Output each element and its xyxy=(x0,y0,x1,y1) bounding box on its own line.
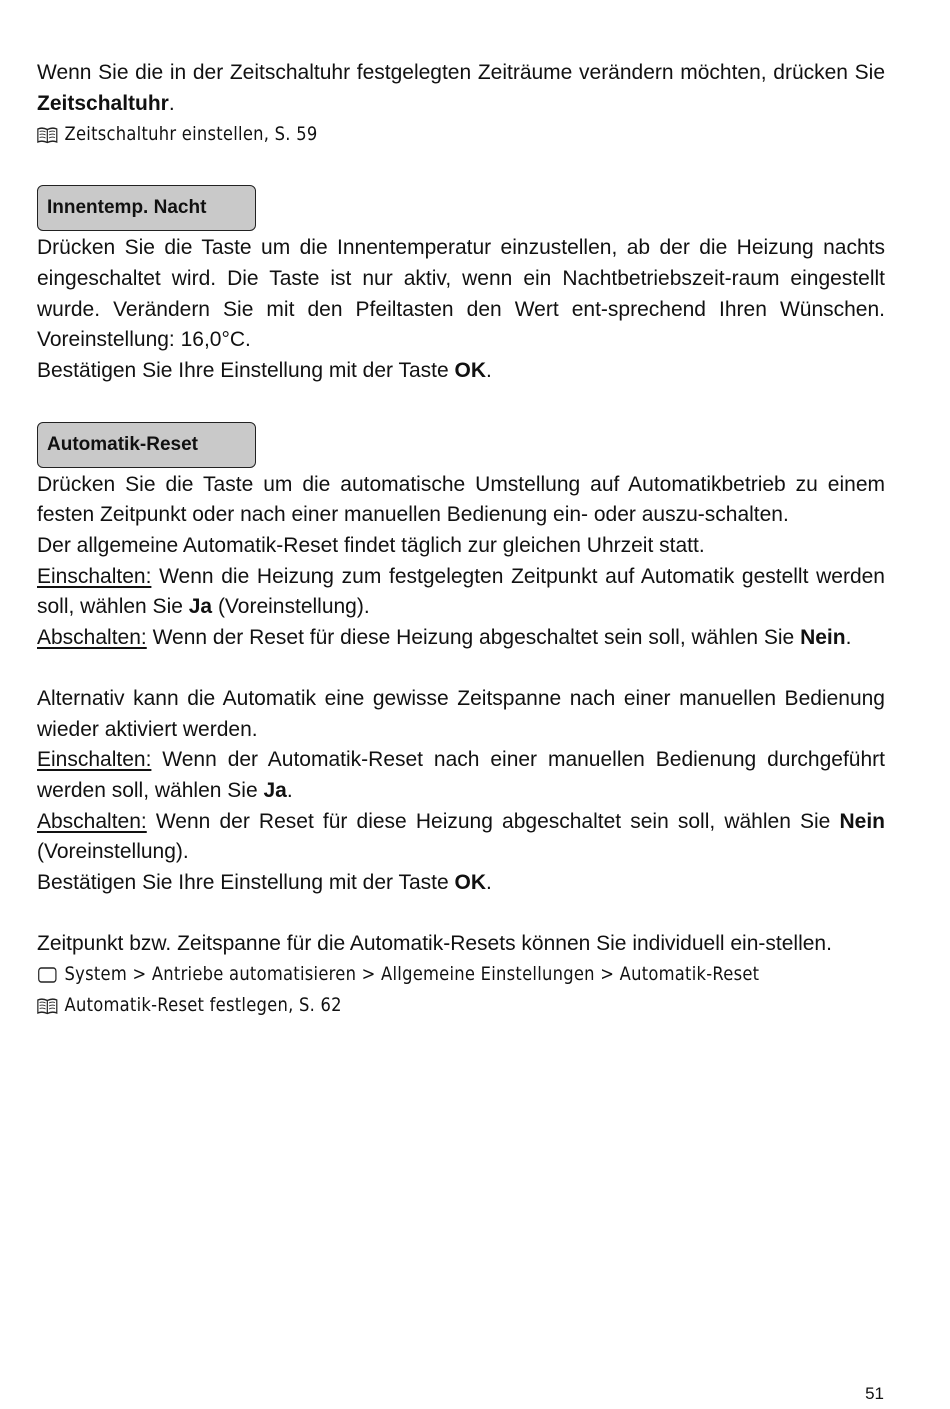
confirm-period: . xyxy=(486,871,492,895)
reference-automatik-reset xyxy=(37,990,766,1021)
innentemp-confirm xyxy=(37,356,885,387)
abschalten-label: Abschalten: xyxy=(37,626,147,650)
reset-confirm xyxy=(37,868,885,899)
ja-bold: Ja xyxy=(188,595,213,619)
innentemp-nacht-button[interactable]: Innentemp. Nacht xyxy=(37,185,256,231)
zeitschaltuhr-bold: Zeitschaltuhr xyxy=(37,91,169,115)
book-icon xyxy=(37,126,58,144)
reference-zeitschaltuhr xyxy=(37,119,766,150)
off1-text: Wenn der Reset für diese Heizung abgeschaltet sein soll, wählen Sie xyxy=(146,626,801,650)
menu-path xyxy=(37,959,766,990)
ok-bold: OK xyxy=(454,358,487,382)
book-icon xyxy=(37,997,58,1015)
intro-text: Wenn Sie die in der Zeitschaltuhr festgelegten Zeiträume verändern möchten, drücken Sie xyxy=(37,61,885,84)
innentemp-description: Drücken Sie die Taste um die Innentemperatur einzustellen, ab der die Heizung nachts eingeschaltet wird. Die Taste ist nur aktiv, wenn ein Nachtbetriebszeit-raum eingestellt wurde. Verändern Sie mit den Pfeiltasten den Wert ent-sprechend Ihren Wünschen. Voreinstellung: 16,0°C. xyxy=(37,236,885,352)
ok-bold: OK xyxy=(454,871,487,895)
page-number: 51 xyxy=(865,1384,884,1403)
confirm-period: . xyxy=(486,358,492,382)
page-content xyxy=(37,58,885,1021)
off2-text: Wenn der Reset für diese Heizung abgeschaltet sein soll, wählen Sie xyxy=(146,809,840,833)
intro-period: . xyxy=(168,91,175,115)
nein-bold: Nein xyxy=(839,809,885,833)
nein-bold: Nein xyxy=(800,626,846,650)
confirm-text: Bestätigen Sie Ihre Einstellung mit der Taste xyxy=(37,358,455,382)
spacer xyxy=(37,654,885,684)
screen-icon xyxy=(37,966,58,984)
on2-post: . xyxy=(286,778,293,802)
ja-bold: Ja xyxy=(263,778,287,802)
reset-individual: Zeitpunkt bzw. Zeitspanne für die Automatik-Resets können Sie individuell ein-stellen. xyxy=(37,931,832,955)
reset-off-2 xyxy=(37,807,885,868)
reference-text: Automatik-Reset festlegen, S. 62 xyxy=(64,994,342,1017)
reset-on-1 xyxy=(37,562,885,623)
abschalten-label: Abschalten: xyxy=(37,809,147,833)
off1-post: . xyxy=(845,626,852,650)
einschalten-label: Einschalten: xyxy=(37,748,152,772)
confirm-text: Bestätigen Sie Ihre Einstellung mit der Taste xyxy=(37,871,455,895)
on1-post: (Voreinstellung). xyxy=(212,595,370,619)
reset-on-2 xyxy=(37,745,885,806)
reference-text: Zeitschaltuhr einstellen, S. 59 xyxy=(64,123,318,146)
reset-off-1 xyxy=(37,623,885,654)
einschalten-label: Einschalten: xyxy=(37,564,152,588)
spacer xyxy=(37,899,885,929)
on1-text: Wenn die Heizung zum festgelegten Zeitpunkt auf Automatik gestellt werden soll, wählen Sie xyxy=(37,564,885,619)
menu-path-text: System > Antriebe automatisieren > Allgemeine Einstellungen > Automatik-Reset xyxy=(64,963,760,986)
automatik-reset-button[interactable]: Automatik-Reset xyxy=(37,422,256,468)
off2-post: (Voreinstellung). xyxy=(37,840,189,864)
on2-text: Wenn der Automatik-Reset nach einer manuellen Bedienung durchgeführt werden soll, wählen Sie xyxy=(37,748,885,802)
reset-description: Drücken Sie die Taste um die automatische Umstellung auf Automatikbetrieb zu einem festen Zeitpunkt oder nach einer manuellen Bedienung ein- oder auszu-schalten. xyxy=(37,472,885,527)
reset-alternative: Alternativ kann die Automatik eine gewisse Zeitspanne nach einer manuellen Bedienung wieder aktiviert werden. xyxy=(37,686,885,741)
intro-paragraph xyxy=(37,58,885,119)
reset-general: Der allgemeine Automatik-Reset findet täglich zur gleichen Uhrzeit statt. xyxy=(37,534,705,558)
